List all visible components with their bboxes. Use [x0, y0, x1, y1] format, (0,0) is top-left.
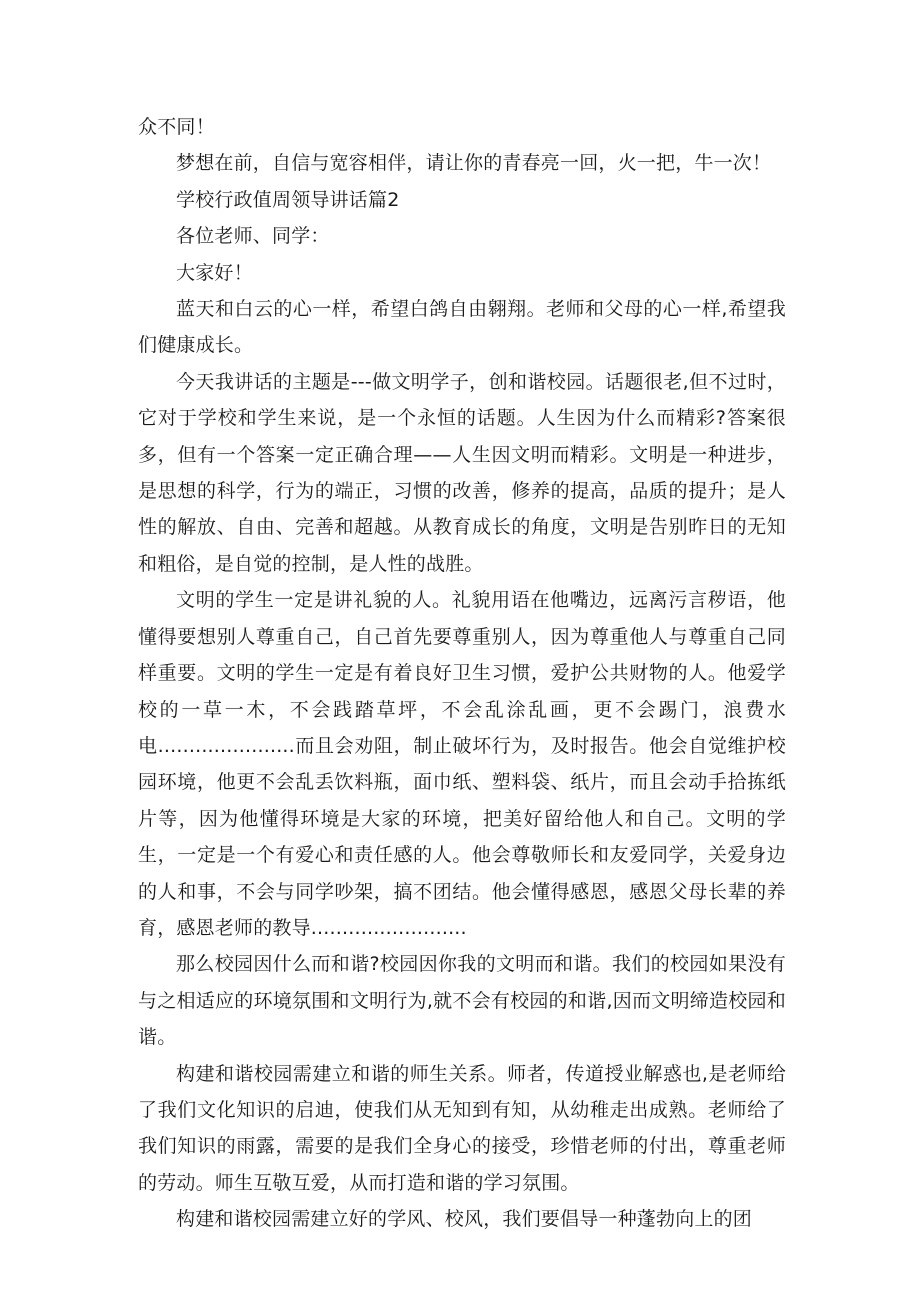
section-title: 学校行政值周领导讲话篇2 — [176, 188, 400, 211]
paragraph-teacher-student: 构建和谐校园需建立和谐的师生关系。师者，传道授业解惑也,是老师给了我们文化知识的启迪，使我们从无知到有知，从幼稚走出成熟。老师给了我们知识的雨露，需要的是我们全身心的接受，珍惜老师的付出，尊重老师的劳动。师生互敬互爱，从而打造和谐的学习氛围。 — [138, 1062, 786, 1194]
paragraph-study-style: 构建和谐校园需建立好的学风、校风，我们要倡导一种蓬勃向上的团 — [176, 1208, 753, 1231]
document-body — [138, 109, 786, 1238]
salutation: 各位老师、同学： — [176, 225, 330, 248]
paragraph-intro: 蓝天和白云的心一样，希望白鸽自由翱翔。老师和父母的心一样,希望我们健康成长。 — [138, 298, 786, 357]
paragraph-dream: 梦想在前，自信与宽容相伴，请让你的青春亮一回，火一把，牛一次！ — [176, 152, 772, 175]
greeting: 大家好！ — [176, 261, 253, 284]
paragraph-civilized-student: 文明的学生一定是讲礼貌的人。礼貌用语在他嘴边，远离污言秽语，他懂得要想别人尊重自己，自己首先要尊重别人，因为尊重他人与尊重自己同样重要。文明的学生一定是有着良好卫生习惯，爱护公共财物的人。他爱学校的一草一木，不会践踏草坪，不会乱涂乱画，更不会踢门，浪费水电......................而且会劝阻，制止破坏行为，及时报告。他会自觉维护校园环境，他更不会乱丢饮料瓶，面巾纸、塑料袋、纸片，而且会动手拾拣纸片等，因为他懂得环境是大家的环境，把美好留给他人和自己。文明的学生，一定是一个有爱心和责任感的人。他会尊敬师长和友爱同学，关爱身边的人和事，不会与同学吵架，搞不团结。他会懂得感恩，感恩父母长辈的养育，感恩老师的教导......................... — [138, 589, 786, 939]
paragraph-continuation: 众不同！ — [138, 116, 215, 138]
paragraph-harmony: 那么校园因什么而和谐?校园因你我的文明而和谐。我们的校园如果没有与之相适应的环境氛围和文明行为,就不会有校园的和谐,因而文明缔造校园和谐。 — [138, 953, 786, 1049]
paragraph-theme: 今天我讲话的主题是---做文明学子，创和谐校园。话题很老,但不过时，它对于学校和学生来说，是一个永恒的话题。人生因为什么而精彩?答案很多，但有一个答案一定正确合理——人生因文明而精彩。文明是一种进步，是思想的科学，行为的端正，习惯的改善，修养的提高，品质的提升；是人性的解放、自由、完善和超越。从教育成长的角度，文明是告别昨日的无知和粗俗，是自觉的控制，是人性的战胜。 — [138, 370, 786, 575]
